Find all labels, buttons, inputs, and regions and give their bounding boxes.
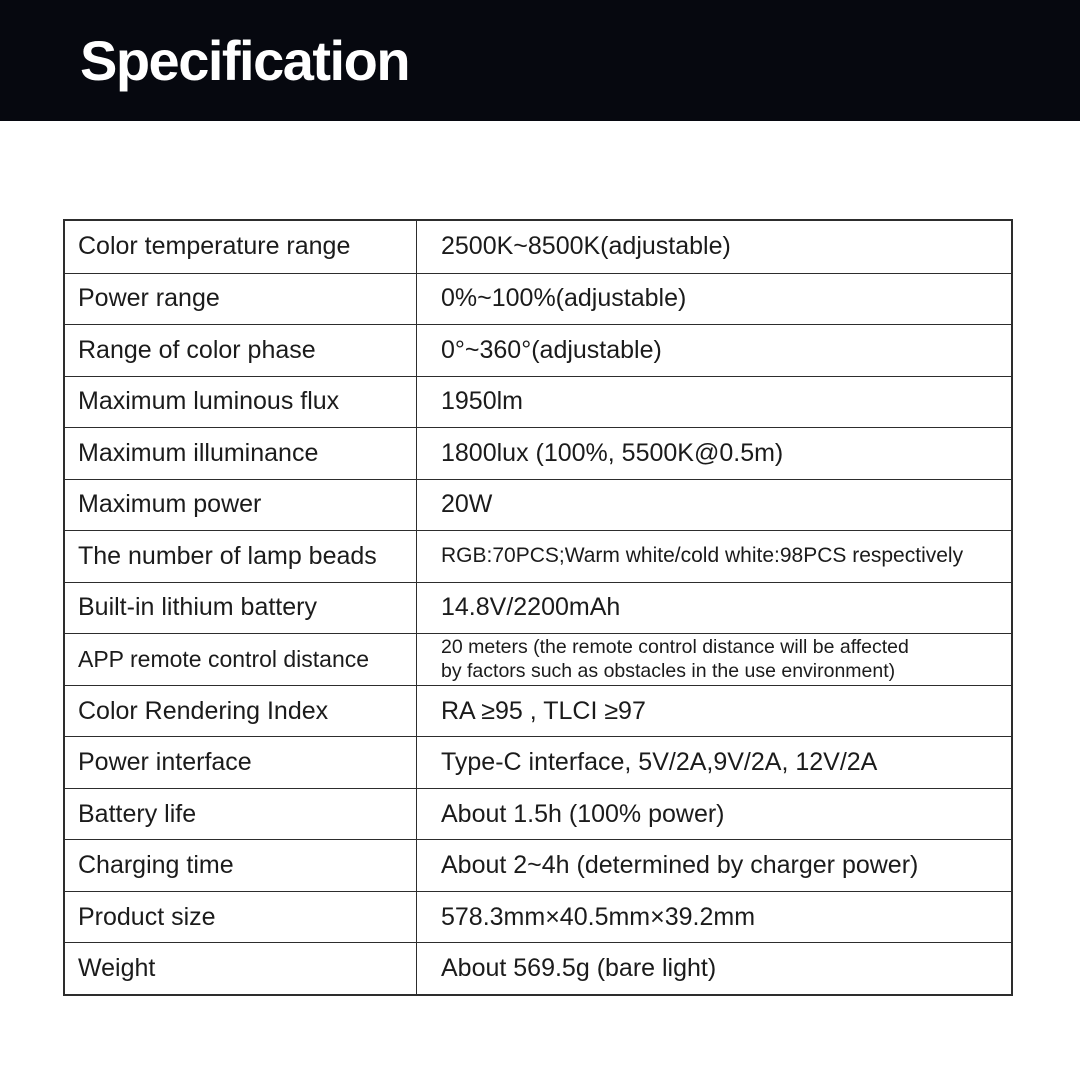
spec-row-max-power xyxy=(65,479,1011,531)
spec-value: 1950lm xyxy=(441,387,523,416)
spec-value-line-1: 20 meters (the remote control distance will be affected xyxy=(441,635,909,658)
spec-label: Power range xyxy=(65,274,417,325)
spec-value xyxy=(417,634,1011,685)
spec-row-power-range xyxy=(65,273,1011,325)
spec-label: Battery life xyxy=(65,789,417,840)
spec-label: APP remote control distance xyxy=(65,634,417,685)
spec-row-lamp-beads xyxy=(65,530,1011,582)
spec-value: About 2~4h (determined by charger power) xyxy=(441,851,919,880)
spec-value: 14.8V/2200mAh xyxy=(441,593,621,622)
spec-label: Product size xyxy=(65,892,417,943)
spec-value: 2500K~8500K(adjustable) xyxy=(441,232,731,261)
spec-value: 1800lux (100%, 5500K@0.5m) xyxy=(441,438,784,467)
spec-label: Maximum illuminance xyxy=(65,428,417,479)
spec-value: 20W xyxy=(441,490,493,519)
spec-value: 578.3mm×40.5mm×39.2mm xyxy=(441,902,756,931)
spec-row-luminous-flux xyxy=(65,376,1011,428)
spec-label: Built-in lithium battery xyxy=(65,583,417,634)
spec-label: Charging time xyxy=(65,840,417,891)
spec-label: Color Rendering Index xyxy=(65,686,417,737)
spec-label: Maximum power xyxy=(65,480,417,531)
spec-value-line-2: by factors such as obstacles in the use environment) xyxy=(441,659,896,682)
spec-row-battery-life xyxy=(65,788,1011,840)
spec-label: Power interface xyxy=(65,737,417,788)
page-title: Specification xyxy=(80,29,410,92)
spec-row-product-size xyxy=(65,891,1011,943)
spec-value: 0%~100%(adjustable) xyxy=(441,284,687,313)
spec-row-color-rendering-index xyxy=(65,685,1011,737)
spec-row-color-temperature xyxy=(65,221,1011,273)
spec-row-lithium-battery xyxy=(65,582,1011,634)
spec-table xyxy=(63,219,1013,996)
spec-value: 0°~360°(adjustable) xyxy=(441,335,662,364)
spec-row-app-remote-distance xyxy=(65,633,1011,685)
spec-value: RA ≥95 , TLCI ≥97 xyxy=(441,696,646,725)
spec-row-charging-time xyxy=(65,839,1011,891)
spec-label: Weight xyxy=(65,943,417,994)
spec-value: Type-C interface, 5V/2A,9V/2A, 12V/2A xyxy=(441,748,878,777)
spec-row-color-phase xyxy=(65,324,1011,376)
header-banner xyxy=(0,0,1080,121)
spec-label: Range of color phase xyxy=(65,325,417,376)
spec-label: Maximum luminous flux xyxy=(65,377,417,428)
spec-value: About 1.5h (100% power) xyxy=(441,799,725,828)
spec-label: Color temperature range xyxy=(65,221,417,273)
spec-row-power-interface xyxy=(65,736,1011,788)
spec-value: RGB:70PCS;Warm white/cold white:98PCS respectively xyxy=(441,544,964,568)
spec-row-weight xyxy=(65,942,1011,994)
spec-row-illuminance xyxy=(65,427,1011,479)
spec-value: About 569.5g (bare light) xyxy=(441,954,717,983)
spec-label: The number of lamp beads xyxy=(65,531,417,582)
